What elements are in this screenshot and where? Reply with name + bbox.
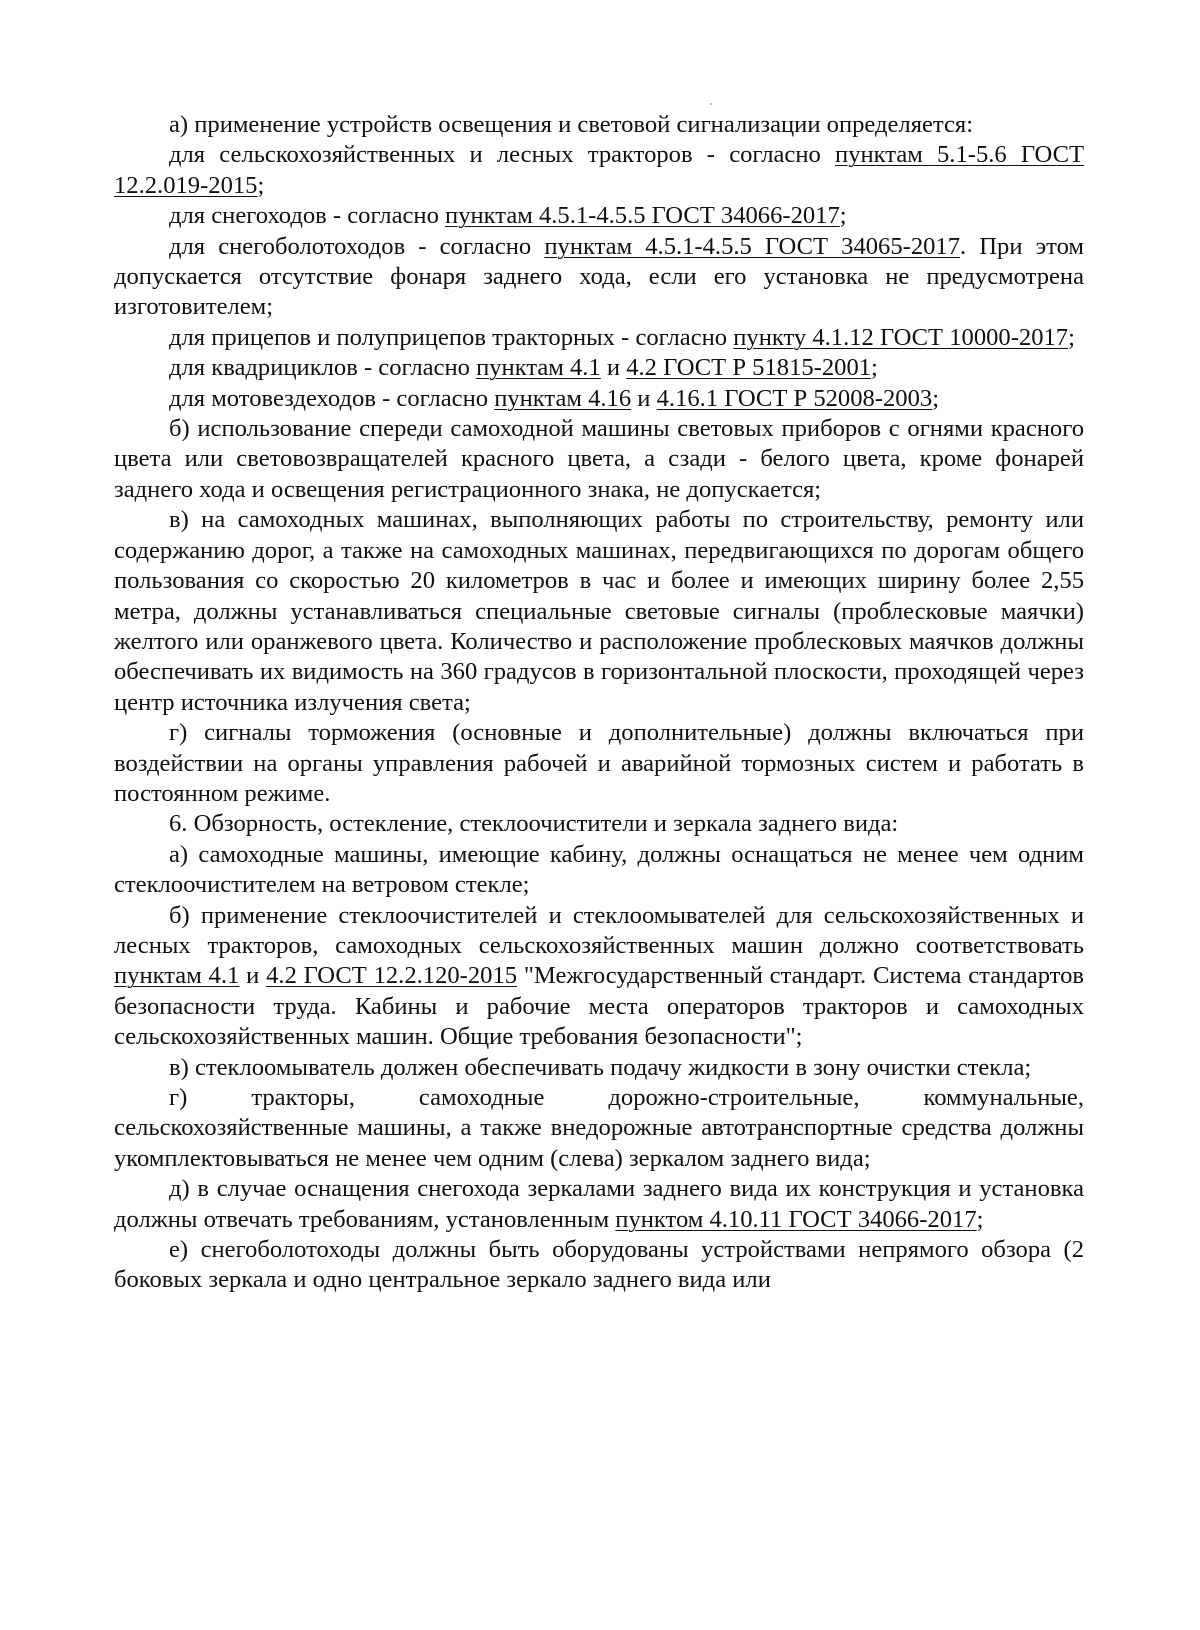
- paragraph-text: ;: [1068, 323, 1075, 351]
- paragraph: [114, 232, 1084, 323]
- paragraph: [114, 809, 1084, 839]
- document-reference-link[interactable]: пунктом 4.10.11 ГОСТ 34066-2017: [615, 1205, 977, 1233]
- paragraph-text: для снегоболотоходов - согласно: [169, 232, 545, 260]
- document-reference-link[interactable]: пунктам 5.1-5.6 ГОСТ 12.2.019-2015: [114, 141, 1084, 199]
- document-page: [114, 110, 1084, 1296]
- paragraph-text: и: [631, 384, 657, 412]
- document-reference-link[interactable]: пунктам 4.1: [476, 354, 601, 382]
- paragraph: [114, 201, 1084, 231]
- paragraph-text: и: [239, 962, 267, 990]
- paragraph-text: для сельскохозяйственных и лесных тракторов - согласно: [169, 141, 836, 169]
- paragraph-text: б) использование спереди самоходной машины световых приборов с огнями красного цвета или световозвращателей красного цвета, а сзади - белого цвета, кроме фонарей заднего хода и освещения регистрационного знака, не допускается;: [114, 415, 1084, 503]
- paragraph-text: а) самоходные машины, имеющие кабину, должны оснащаться не менее чем одним стеклоочистителем на ветровом стекле;: [114, 840, 1084, 899]
- paragraph-text: "Межгосударственный стандарт. Система стандартов безопасности труда. Кабины и рабочие места операторов тракторов и самоходных сельскохозяйственных машин. Общие требования безопасности";: [114, 962, 1085, 1051]
- paragraph-text: и: [600, 354, 627, 382]
- paragraph-text: ;: [932, 384, 940, 412]
- paragraph: [114, 384, 1084, 414]
- paragraph-text: д) в случае оснащения снегохода зеркалами заднего вида их конструкция и установка должны отвечать требованиям, установленным: [114, 1175, 1084, 1233]
- document-reference-link[interactable]: 4.2 ГОСТ 12.2.120-2015: [266, 962, 518, 990]
- paragraph-text: ;: [839, 202, 847, 230]
- scan-speck: [710, 103, 712, 105]
- paragraph: [114, 718, 1084, 809]
- paragraph-text: а) применение устройств освещения и световой сигнализации определяется:: [169, 111, 974, 138]
- paragraph: [114, 505, 1084, 718]
- document-reference-link[interactable]: 4.16.1 ГОСТ Р 52008-2003: [656, 384, 933, 412]
- paragraph: [114, 1174, 1084, 1235]
- document-reference-link[interactable]: пунктам 4.5.1-4.5.5 ГОСТ 34065-2017: [544, 232, 961, 260]
- paragraph-text: . При этом допускается отсутствие фонаря заднего хода, если его установка не предусмотрена изготовителем;: [114, 232, 1084, 321]
- paragraph-text: ;: [257, 171, 265, 199]
- paragraph: [114, 110, 1084, 140]
- paragraph-text: г) сигналы торможения (основные и дополнительные) должны включаться при воздействии на органы управления рабочей и аварийной тормозных систем и работать в постоянном режиме.: [114, 719, 1084, 807]
- paragraph: [114, 414, 1084, 505]
- paragraph-text: для квадрициклов - согласно: [169, 354, 477, 382]
- paragraph-text: б) применение стеклоочистителей и стеклоомывателей для сельскохозяйственных и лесных тракторов, самоходных сельскохозяйственных машин должно соответствовать: [114, 901, 1084, 959]
- paragraph: [114, 1083, 1084, 1174]
- paragraph-text: в) стеклоомыватель должен обеспечивать подачу жидкости в зону очистки стекла;: [169, 1053, 1032, 1081]
- document-reference-link[interactable]: пунктам 4.1: [114, 962, 240, 990]
- paragraph-text: ;: [871, 354, 878, 382]
- paragraph-text: ;: [976, 1205, 984, 1233]
- paragraph-text: в) на самоходных машинах, выполняющих работы по строительству, ремонту или содержанию дорог, а также на самоходных машинах, передвигающихся по дорогам общего пользования со скоростью 20 километров в час и более и имеющих ширину более 2,55 метра, должны устанавливаться специальные световые сигналы (проблесковые маячки) желтого или оранжевого цвета. Количество и расположение проблесковых маячков должны обеспечивать их видимость на 360 градусов в горизонтальной плоскости, проходящей через центр источника излучения света;: [114, 506, 1084, 716]
- paragraph: [114, 353, 1084, 383]
- paragraph: [114, 323, 1084, 353]
- paragraph: [114, 1235, 1084, 1296]
- paragraph-text: 6. Обзорность, остекление, стеклоочистители и зеркала заднего вида:: [169, 810, 899, 838]
- document-reference-link[interactable]: пунктам 4.16: [494, 384, 632, 412]
- paragraph: [114, 140, 1084, 201]
- document-reference-link[interactable]: пунктам 4.5.1-4.5.5 ГОСТ 34066-2017: [445, 202, 840, 230]
- paragraph-text: для мотовездеходов - согласно: [169, 384, 495, 412]
- document-reference-link[interactable]: пункту 4.1.12 ГОСТ 10000-2017: [733, 323, 1069, 351]
- paragraph: [114, 840, 1084, 901]
- paragraph-text: для снегоходов - согласно: [169, 202, 446, 230]
- paragraph: [114, 1053, 1084, 1083]
- paragraph-text: для прицепов и полуприцепов тракторных - согласно: [169, 323, 734, 351]
- paragraph-text: г) тракторы, самоходные дорожно-строительные, коммунальные, сельскохозяйственные машины, а также внедорожные автотранспортные средства должны укомплектовываться не менее чем одним (слева) зеркалом заднего вида;: [114, 1084, 1084, 1172]
- paragraph-text: е) снегоболотоходы должны быть оборудованы устройствами непрямого обзора (2 боковых зеркала и одно центральное зеркало заднего вида или: [114, 1236, 1084, 1294]
- paragraph: [114, 901, 1084, 1053]
- document-reference-link[interactable]: 4.2 ГОСТ Р 51815-2001: [626, 354, 872, 382]
